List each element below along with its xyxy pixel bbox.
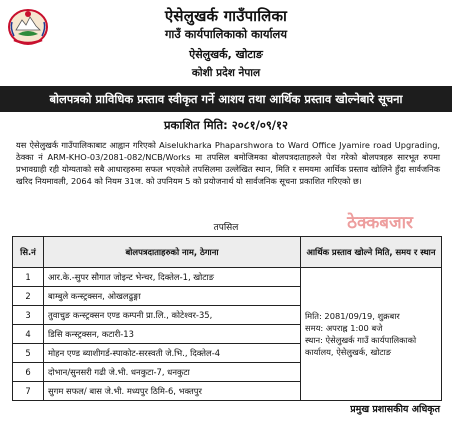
row-sn: 5 — [13, 344, 44, 363]
province-name: कोशी प्रदेश नेपाल — [191, 67, 261, 79]
schedule-subheading: तपसिल — [213, 223, 239, 233]
bidder-name: आर.के.-सुपर सौगात जोइन्ट भेन्चर, दिक्तेल-1, खोटाङ — [44, 268, 301, 287]
row-sn: 3 — [13, 306, 44, 325]
opening-time: समय: अपराह्न 1:00 बजे — [305, 323, 383, 333]
office-title: गाउँ कार्यपालिकाको कार्यालय — [164, 27, 288, 41]
row-sn: 2 — [13, 287, 44, 306]
table-header-row — [13, 237, 442, 268]
bidder-name: मोहन एण्ड ब्याशीगर्ड-स्पाकोट-सरस्वती जे.भि., दिक्तेल-4 — [44, 344, 301, 363]
table-row — [13, 268, 442, 287]
opening-info-cell — [301, 268, 442, 401]
bidders-table — [12, 236, 442, 401]
bidder-name: तुवाचुङ कन्स्ट्रक्सन एण्ड कम्पनी प्रा.लि., कोटेश्वर-35, — [44, 306, 301, 325]
opening-date: मिति: 2081/09/19, शुक्रबार — [305, 311, 400, 321]
notice-banner: बोलपत्रको प्राविधिक प्रस्ताव स्वीकृत गर्ने आशय तथा आर्थिक प्रस्ताव खोल्नेबारे सूचना — [0, 86, 452, 112]
row-sn: 6 — [13, 363, 44, 382]
row-sn: 7 — [13, 382, 44, 401]
municipality-title: ऐसेलुखर्क गाउँपालिका — [164, 7, 288, 25]
signatory-title: प्रमुख प्रशासकीय अधिकृत — [350, 404, 440, 415]
watermark-text: ठेक्कबजार — [347, 213, 413, 233]
column-header-sn: सि.नं — [13, 237, 44, 268]
notice-body-text: यस ऐसेलुखर्क गाउँपालिकाबाट आह्वान गरिएको Aiselukharka Phaparshwora to Ward Office Jyamire road Upgrading, ठेक्का नं ARM-KHO-03/2081-082/NCB/Works मा तपसिल बमोजिमका बोलपत्रदाताहरुले पेश गरेको बोलपत्रहरु सारभूत रुपमा प्रभावग्राही रही योग्यताको सबै आधारहरुमा सफल भएकोले तपसिलमा उल्लेखित स्थान, मिति र समयमा आर्थिक प्रस्ताव खोलिने हुँदा सार्वजनिक खरिद नियमावली, 2064 को नियम 31ज. को उपनियम 5 को प्रयोजनार्थ यो सार्वजनिक सूचना प्रकाशित गरिएको छ। — [16, 140, 440, 186]
watermark-logo — [318, 210, 442, 234]
row-sn: 1 — [13, 268, 44, 287]
bidder-name: सुगम सफल/ बास जे.भी. मध्यपुर ठिमि-6, भक्तपुर — [44, 382, 301, 401]
opening-place: स्थान: ऐसेलुखर्क गाउँ कार्यपालिकाको कार्यालय, ऐसेलुखर्क, खोटाङ — [305, 335, 417, 357]
column-header-bidder: बोलपत्रदाताहरुको नाम, ठेगाना — [44, 237, 301, 268]
bidder-name: डिसि कन्स्ट्रक्सन, कटारी-13 — [44, 325, 301, 344]
row-sn: 4 — [13, 325, 44, 344]
column-header-opening: आर्थिक प्रस्ताव खोल्ने मिति, समय र स्थान — [301, 237, 442, 268]
bidder-name: दोभान/सुनसरी गढी जे.भी. धनकुटा-7, धनकुटा — [44, 363, 301, 382]
office-location: ऐसेलुखर्क, खोटाङ — [189, 48, 263, 61]
bidder-name: बाम्बुले कन्स्ट्रक्सन, ओखलढुङ्गा — [44, 287, 301, 306]
published-date: प्रकाशित मिति: २०८१/०९/१२ — [164, 118, 288, 132]
